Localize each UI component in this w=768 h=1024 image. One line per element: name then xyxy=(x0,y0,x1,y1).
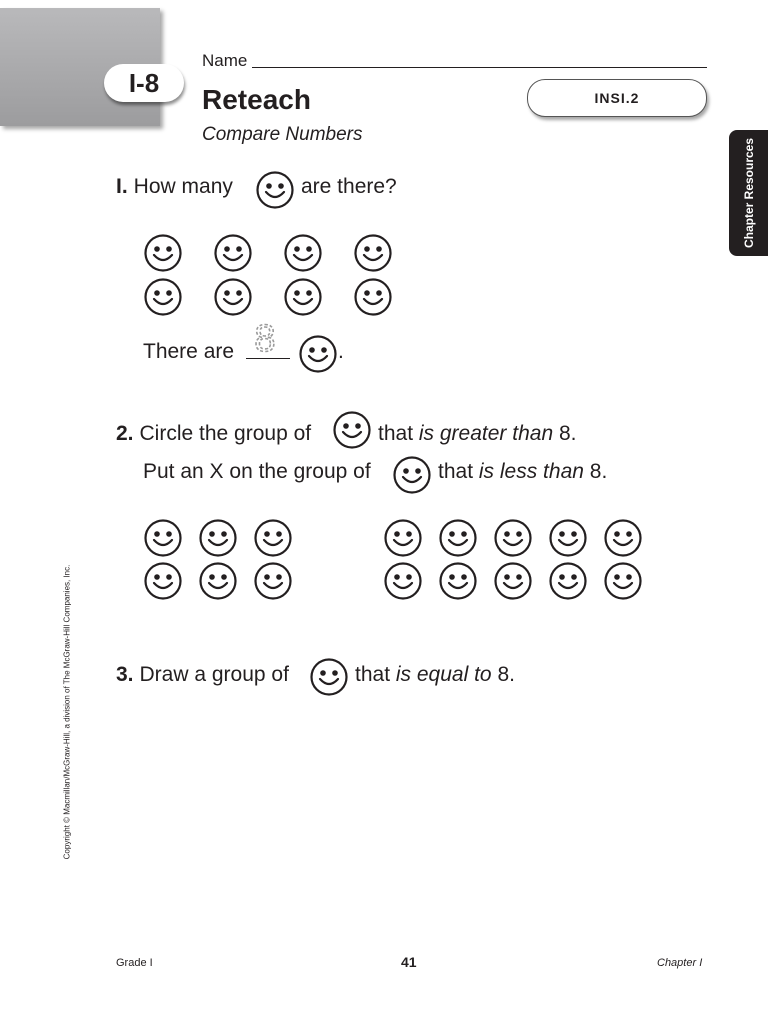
smiley-icon xyxy=(255,170,295,210)
drawing-area[interactable] xyxy=(140,710,700,920)
smiley-icon xyxy=(213,277,253,317)
question-2-line-1-end: 8. xyxy=(558,422,577,445)
question-1-answer-label: There are xyxy=(143,340,235,363)
question-3 xyxy=(116,663,289,687)
question-3-equal-to: is equal to xyxy=(395,663,492,686)
question-2-greater-than: is greater than xyxy=(418,422,554,445)
question-1 xyxy=(116,175,233,199)
footer-chapter: Chapter I xyxy=(657,957,703,969)
question-1-number: I. xyxy=(116,175,128,198)
smiley-icon xyxy=(143,561,183,601)
question-2-line-1 xyxy=(116,422,311,446)
smiley-icon xyxy=(332,410,372,450)
copyright-text: Copyright © Macmillan/McGraw-Hill, a division of The McGraw-Hill Companies, Inc. xyxy=(62,564,72,860)
question-3-text-before: Draw a group of xyxy=(139,663,289,686)
question-1-text-after: are there? xyxy=(301,175,397,198)
page-subtitle: Compare Numbers xyxy=(202,124,363,145)
smiley-icon xyxy=(383,518,423,558)
smiley-icon xyxy=(253,518,293,558)
name-label: Name xyxy=(202,51,248,70)
smiley-icon xyxy=(309,657,349,697)
smiley-icon xyxy=(143,277,183,317)
smiley-icon xyxy=(143,518,183,558)
smiley-icon xyxy=(438,518,478,558)
question-3-condition xyxy=(355,663,515,687)
chapter-resources-label: Chapter Resources xyxy=(741,137,756,249)
question-2-line-2-end: 8. xyxy=(589,460,608,483)
smiley-icon xyxy=(353,277,393,317)
smiley-icon xyxy=(548,561,588,601)
lesson-number-badge: I-8 xyxy=(104,64,184,102)
smiley-icon xyxy=(353,233,393,273)
smiley-icon xyxy=(143,233,183,273)
traced-eight-answer xyxy=(250,320,280,356)
question-2-line-1-text: Circle the group of xyxy=(139,422,312,445)
standard-code-badge: INSI.2 xyxy=(527,79,707,117)
smiley-icon xyxy=(383,561,423,601)
smiley-icon xyxy=(548,518,588,558)
question-2-line-1-condition xyxy=(378,422,576,446)
question-2-line-2-text: Put an X on the group of xyxy=(143,460,371,483)
page-title: Reteach xyxy=(202,84,311,115)
smiley-icon xyxy=(493,518,533,558)
smiley-icon xyxy=(253,561,293,601)
question-2-that-2: that xyxy=(438,460,474,483)
question-3-end: 8. xyxy=(497,663,515,686)
footer-page-number: 41 xyxy=(401,954,417,970)
smiley-icon xyxy=(283,277,323,317)
smiley-icon xyxy=(283,233,323,273)
question-2-line-2-condition xyxy=(438,460,607,484)
smiley-icon xyxy=(198,518,238,558)
smiley-icon xyxy=(392,455,432,495)
question-3-that: that xyxy=(355,663,391,686)
question-2-that: that xyxy=(378,422,414,445)
chapter-resources-tab xyxy=(729,130,768,256)
question-2-less-than: is less than xyxy=(478,460,584,483)
smiley-icon xyxy=(213,233,253,273)
svg-text:8: 8 xyxy=(254,320,276,356)
smiley-icon xyxy=(438,561,478,601)
smiley-icon xyxy=(603,561,643,601)
question-2-number: 2. xyxy=(116,422,134,445)
smiley-icon xyxy=(603,518,643,558)
smiley-icon xyxy=(198,561,238,601)
answer-line[interactable] xyxy=(246,358,290,359)
name-line[interactable] xyxy=(252,67,707,68)
smiley-icon xyxy=(298,334,338,374)
question-1-text-before: How many xyxy=(133,175,233,198)
smiley-icon xyxy=(493,561,533,601)
question-1-answer-period: . xyxy=(338,340,344,363)
question-3-number: 3. xyxy=(116,663,134,686)
footer-grade: Grade I xyxy=(116,957,153,969)
